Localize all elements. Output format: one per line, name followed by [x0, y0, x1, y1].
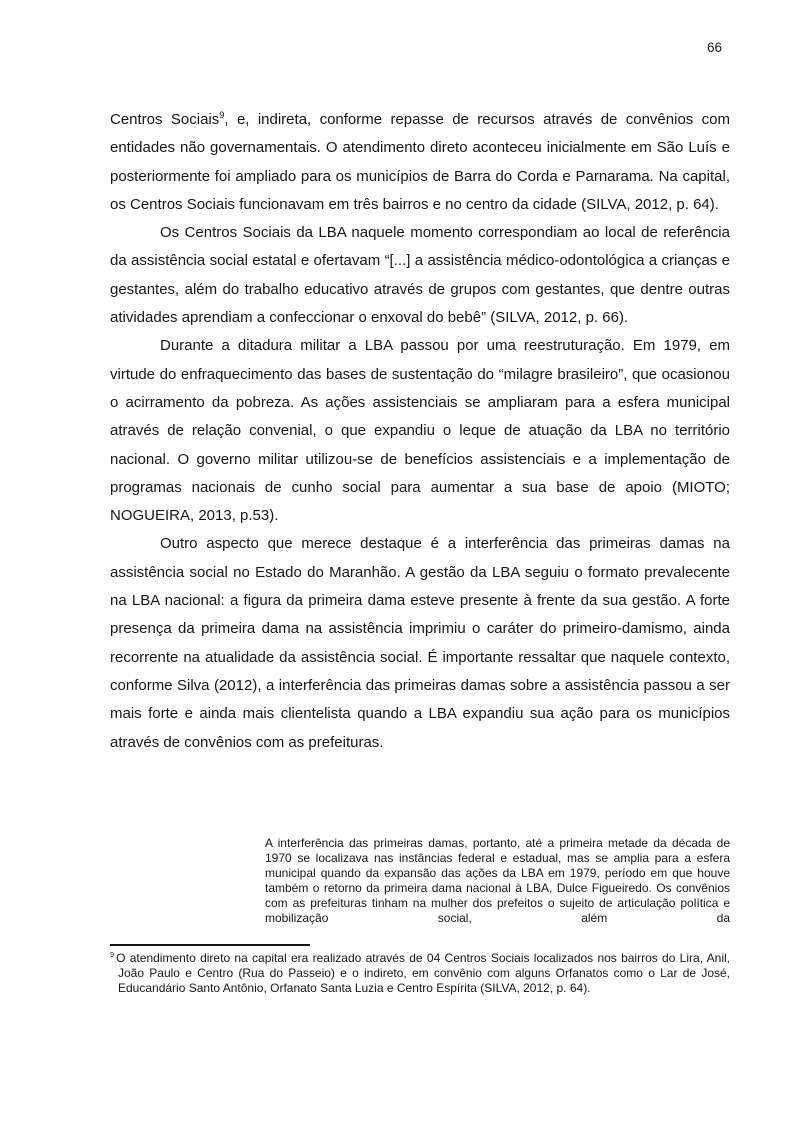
block-quote: A interferência das primeiras damas, portanto, até a primeira metade da década de 1970 se localizava nas instâncias federal e estadual, mas se amplia para a esfera municipal quando da expansão das ações da LBA em 1979, período em que houve também o retorno da primeira dama nacional à LBA, Dulce Figueiredo. Os convênios com as prefeituras tinham na mulher dos prefeitos o sujeito de articulação política e mobilização social, além da — [265, 836, 730, 926]
footnote-reference: 9 — [219, 110, 225, 120]
footnote-marker: 9 — [110, 950, 115, 959]
paragraph — [110, 106, 730, 219]
paragraph: Outro aspecto que merece destaque é a interferência das primeiras damas na assistência social no Estado do Maranhão. A gestão da LBA seguiu o formato prevalecente na LBA nacional: a figura da primeira dama esteve presente à frente da sua gestão. A forte presença da primeira dama na assistência imprimiu o caráter do primeiro-damismo, ainda recorrente na atualidade da assistência social. É importante ressaltar que naquele contexto, conforme Silva (2012), a interferência das primeiras damas sobre a assistência passou a ser mais forte e ainda mais clientelista quando a LBA expandiu sua ação para os municípios através de convênios com as prefeituras. — [110, 535, 730, 751]
paragraph-rest: , e, indireta, conforme repasse de recursos através de convênios com entidades não governamentais. O atendimento direto aconteceu inicialmente em São Luís e posteriormente foi ampliado para os municípios de Barra do Corda e Parnarama. Na capital, os Centros Sociais funcionavam em três bairros e no centro da cidade (SILVA, 2012, p. 64). — [110, 111, 730, 213]
paragraph: Durante a ditadura militar a LBA passou por uma reestruturação. Em 1979, em virtude do enfraquecimento das bases de sustentação do “milagre brasileiro”, que ocasionou o acirramento da pobreza. As ações assistenciais se ampliaram para a esfera municipal através de relação convenial, o que expandiu o leque de atuação da LBA no território nacional. O governo militar utilizou-se de benefícios assistenciais e a implementação de programas nacionais de cunho social para aumentar a sua base de apoio (MIOTO; NOGUEIRA, 2013, p.53). — [110, 337, 730, 525]
body-text — [110, 106, 730, 757]
footnote-text: O atendimento direto na capital era realizado através de 04 Centros Sociais localizados nos bairros do Lira, Anil, João Paulo e Centro (Rua do Passeio) e o indireto, em convênio com alguns Orfanatos como o Lar de José, Educandário Santo Antônio, Orfanato Santa Luzia e Centro Espírita (SILVA, 2012, p. 64). — [116, 951, 730, 995]
footnote-separator — [110, 944, 310, 946]
paragraph-lead: Centros Sociais — [110, 111, 220, 128]
footnote — [110, 951, 730, 996]
paragraph: Os Centros Sociais da LBA naquele momento correspondiam ao local de referência da assistência social estatal e ofertavam “[...] a assistência médico-odontológica a crianças e gestantes, além do trabalho educativo através de grupos com gestantes, que dentre outras atividades aprendiam a confeccionar o enxoval do bebê” (SILVA, 2012, p. 66). — [110, 224, 730, 327]
page-number: 66 — [706, 40, 722, 55]
footnote-area — [110, 944, 730, 996]
